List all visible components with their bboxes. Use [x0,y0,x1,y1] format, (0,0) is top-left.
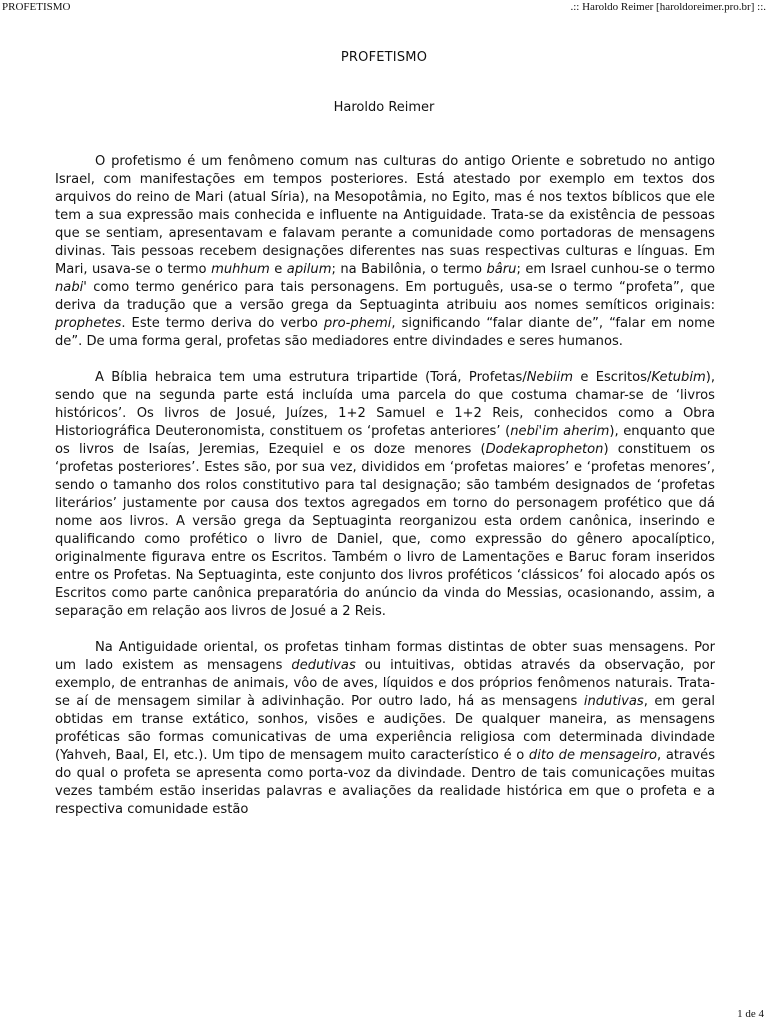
italic-term: prophetes [55,316,122,331]
document-body [55,153,715,837]
paragraph [55,153,715,351]
paragraph [55,369,715,621]
text-run: , significando “falar diante de”, “falar em nome de”. De uma forma geral, profetas são mediadores entre divindades e seres humanos. [55,316,715,349]
text-run: e [269,262,287,277]
text-run: , através do qual o profeta se apresenta como porta-voz da divindade. Dentro de tais comunicações muitas vezes também estão inseridas palavras e avaliações da realidade histórica em que o profeta e a respectiva comunidade estão [55,748,716,817]
text-run: ou intuitivas, obtidas através da observação, por exemplo, de entranhas de animais, vôo de aves, líquidos e dos próprios fenômenos naturais. Trata-se aí de mensagem similar à adivinhação. Por outro lado, há as mensagens [55,658,715,709]
text-run: A Bíblia hebraica tem uma estrutura tripartide (Torá, Profetas/ [95,370,527,385]
page-number: 1 de 4 [737,1008,764,1020]
italic-term: pro-phemi [323,316,392,331]
italic-term: nebi'im aherim [510,424,610,439]
text-run: , em geral obtidas em transe extático, sonhos, visões e audições. De qualquer maneira, as mensagens proféticas são formas comunicativas de uma experiência religiosa com determinada divindade (Yahveh, Baal, El, etc.). Um tipo de mensagem muito característico é o [55,694,715,763]
text-run: ) constituem os ‘profetas posteriores’. Estes são, por sua vez, divididos em ‘profetas maiores’ e ‘profetas menores’, sendo o tamanho dos rolos constitutivo para tal designação; são também designados de ‘profetas literários’ justamente por causa dos textos agregados em torno do personagem profético que dá nome aos livros. A versão grega da Septuaginta reorganizou esta ordem canônica, inserindo e qualificando como profético o livro de Daniel, que, como expressão do gênero apocalíptico, originalmente figurava entre os Escritos. Também o livro de Lamentações e Baruc foram inseridos entre os Profetas. Na Septuaginta, este conjunto dos livros proféticos ‘clássicos’ foi alocado após os Escritos como parte canônica preparatória do anúncio da vinda do Messias, ocasionando, assim, a separação em relação aos livros de Josué a 2 Reis. [55,442,715,619]
italic-term: dito de mensageiro [528,748,658,763]
italic-term: apilum [286,262,332,277]
italic-term: bâru [486,262,517,277]
text-run: ), enquanto que os livros de Isaías, Jeremias, Ezequiel e os doze menores ( [55,424,715,457]
document-title: PROFETISMO [340,50,428,65]
text-run: ; em Israel cunhou-se o termo [516,262,715,277]
italic-term: Dodekapropheton [485,442,604,457]
italic-term: muhhum [211,262,270,277]
text-run: Na Antiguidade oriental, os profetas tinham formas distintas de obter suas mensagens. Por um lado existem as mensagens [55,640,715,673]
italic-term: Nebiim [526,370,573,385]
italic-term: Ketubim [651,370,706,385]
text-run: ), sendo que na segunda parte está incluída uma parcela do que costuma chamar-se de ‘livros históricos’. Os livros de Josué, Juízes, 1+2 Samuel e 1+2 Reis, conhecidos como a Obra Historiográfica Deuteronomista, constituem os ‘profetas anteriores’ ( [55,370,716,439]
paragraph [55,639,715,819]
document-author: Haroldo Reimer [333,100,435,115]
text-run: e Escritos/ [572,370,652,385]
italic-term: nabi' [55,280,87,295]
header-right: .:: Haroldo Reimer [haroldoreimer.pro.br] ::. [570,1,766,13]
text-run: . Este termo deriva do verbo [121,316,324,331]
italic-term: dedutivas [291,658,356,673]
text-run: ; na Babilônia, o termo [331,262,487,277]
text-run: O profetismo é um fenômeno comum nas culturas do antigo Oriente e sobretudo no antigo Israel, com manifestações em tempos posteriores. Está atestado por exemplo em textos dos arquivos do reino de Mari (atual Síria), na Mesopotâmia, no Egito, mas é nos textos bíblicos que ele tem a sua expressão mais conhecida e influente na Antiguidade. Trata-se da existência de pessoas que se sentiam, apresentavam e falavam perante a comunidade como portadoras de mensagens divinas. Tais pessoas recebem designações diferentes nas suas respectivas culturas e línguas. Em Mari, usava-se o termo [55,154,715,277]
page-header [0,0,768,14]
header-left: PROFETISMO [2,1,71,13]
text-run: como termo genérico para tais personagens. Em português, usa-se o termo “profeta”, que deriva da tradução que a versão grega da Septuaginta atribuiu aos nomes semíticos originais: [55,280,715,313]
italic-term: indutivas [583,694,644,709]
